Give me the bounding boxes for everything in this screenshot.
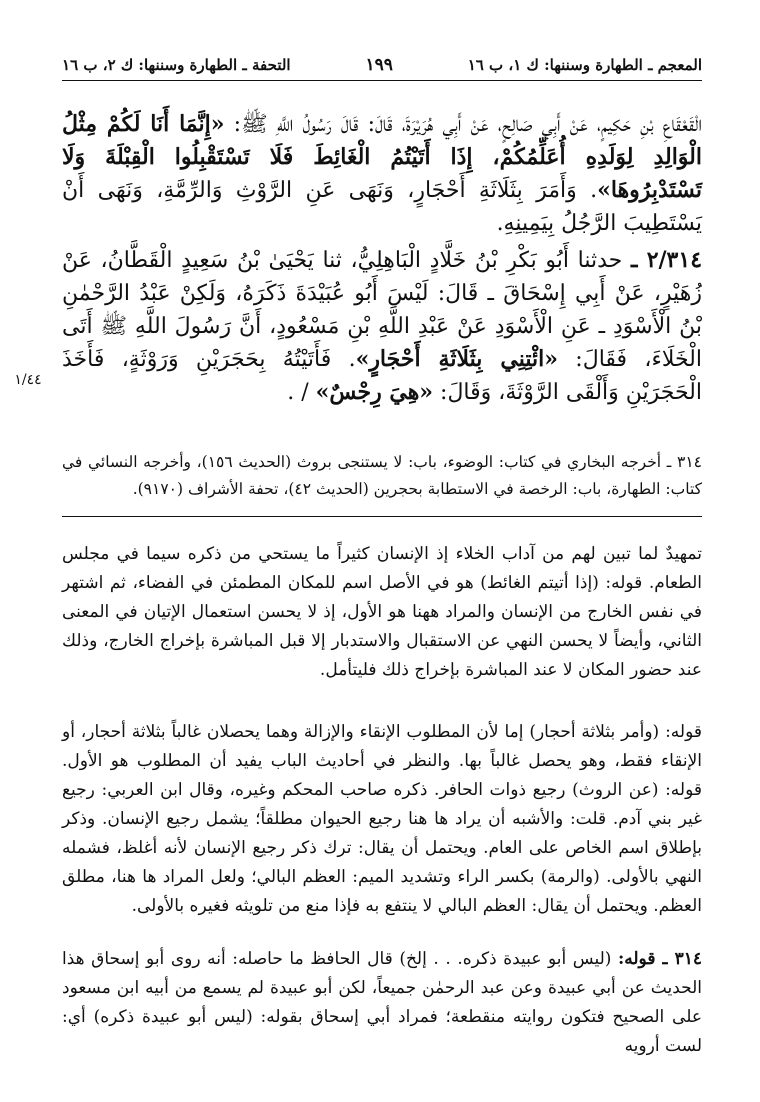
margin-reference: ١/٤٤ — [14, 372, 42, 388]
hadith1-prophetic-text: «إِنَّمَا أَنَا لَكُمْ مِثْلُ الْوَالِدِ لِوَلَدِهِ أُعَلِّمُكُمْ، إِذَا أَتَيْتُمُ الْغَائِطَ فَلَا تَسْتَقْبِلُوا الْقِبْلَةَ وَلَا تَسْتَدْبِرُوهَا» — [62, 111, 702, 203]
commentary3-lead: ٣١٤ ـ قوله: — [617, 949, 702, 969]
running-header — [62, 52, 702, 78]
header-rule — [62, 80, 702, 81]
hadith1-chain: الْقَعْقَاعِ بْنِ حَكِيمٍ، عَنْ أَبِي صَالِحٍ، عَنْ أَبِي هُرَيْرَةَ، قَالَ: قَالَ رَسُولُ اللَّهِ ﷺ: — [224, 112, 703, 137]
commentary3-text: (ليس أبو عبيدة ذكره. . . إلخ) قال الحافظ ما حاصله: أنه روى أبو إسحاق هذا الحديث عن أبي عبيدة وعن عبد الرحمٰن جميعاً، لكن أبو عبيدة لم يسمع من أبيه ابن مسعود على الصحيح فتكون روايته منقطعة؛ فمراد أبي إسحاق بقوله: (ليس أبو عبيدة ذكره) أي: لست أرويه — [62, 949, 702, 1056]
commentary-separator — [62, 516, 702, 517]
header-left-reference: التحفة ـ الطهارة وسننها: ك ٢، ب ١٦ — [62, 56, 291, 74]
hadith2-chain: حدثنا أَبُو بَكْرِ بْنُ خَلَّادٍ الْبَاهِلِيُّ، ثنا يَحْيَىٰ بْنُ سَعِيدٍ الْقَطَّانُ، عَنْ زُهَيْرٍ، عَنْ أَبِي إِسْحَاقَ ـ قَالَ: لَيْسَ أَبُو عُبَيْدَةَ ذَكَرَهُ، وَلَكِنْ عَبْدُ الرَّحْمٰنِ بْنُ الْأَسْوَدِ ـ عَنِ الْأَسْوَدِ عَنْ عَبْدِ اللَّهِ بْنِ مَسْعُودٍ، أَنَّ رَسُولَ اللَّهِ ﷺ أَتَى الْخَلَاءَ، فَقَالَ: — [62, 248, 702, 372]
hadith2-quote-2: «هِيَ رِجْسٌ» — [315, 379, 434, 405]
takhrij-footnote: ٣١٤ ـ أخرجه البخاري في كتاب: الوضوء، باب: لا يستنجى بروث (الحديث ١٥٦)، وأخرجه النسائي في كتاب: الطهارة، باب: الرخصة في الاستطابة بحجرين (الحديث ٤٢)، تحفة الأشراف (٩١٧٠). — [62, 453, 702, 498]
commentary-paragraph-2: قوله: (وأمر بثلاثة أحجار) إما لأن المطلوب الإنقاء والإزالة وهما يحصلان غالباً بثلاثة أحجار، أو الإنقاء فقط، وهو يحصل غالباً بها. والنظر في أحاديث الباب يفيد أن المطلوب هو الأول. قوله: (عن الروث) رجيع ذوات الحافر. ذكره صاحب المحكم وغيره، وقال ابن العربي: رجيع غير بني آدم. قلت: والأشبه أن يراد ها هنا رجيع الحيوان مطلقاً؛ يشمل رجيع الإنسان. وذكر بإطلاق اسم الخاص على العام. ويحتمل أن يقال: ترك ذكر رجيع الإنسان لأنه أغلظ، فشمله النهي بالأولى. (والرمة) بكسر الراء وتشديد الميم: العظم البالي؛ ولعل المراد ها هنا، مطلق العظم. ويحتمل أن يقال: العظم البالي لا ينتفع به فإذا منع من تلويثه فغيره بالأولى. — [62, 722, 702, 916]
hadith2-quote-1: «ائْتِنِي بِثَلَاثَةِ أَحْجَارٍ» — [355, 346, 558, 372]
page-number: ١٩٩ — [365, 55, 393, 75]
commentary-paragraph-1: تمهيدٌ لما تبين لهم من آداب الخلاء إذ الإنسان كثيراً ما يستحي من ذكره سيما في مجلس الطعام. قوله: (إذا أتيتم الغائط) هو في الأصل اسم للمكان المطمئن في الفضاء، ثم اشتهر في نفس الخارج من الإنسان والمراد ههنا هو الأول، إذ لا يحسن استعمال الإتيان في المعنى الثاني، وأيضاً لا يحسن النهي عن الاستقبال والاستدبار إلا قبل المباشرة بإخراج الخارج، وذلك عند حضور المكان لا عند المباشرة بإخراج ذلك فليتأمل. — [62, 544, 702, 680]
hadith2-number: ٢/٣١٤ ـ — [630, 247, 703, 273]
hadith-313-continuation — [62, 108, 702, 240]
commentary-paragraph-3 — [62, 945, 702, 1061]
hadith2-middle: . فَأَتَيْتُهُ بِحَجَرَيْنِ وَرَوْثَةٍ، فَأَخَذَ الْحَجَرَيْنِ وَأَلْقَى الرَّوْثَةَ، وَقَالَ: — [62, 347, 702, 405]
hadith1-ending: . وَأَمَرَ بِثَلَاثَةِ أَحْجَارٍ، وَنَهَى عَنِ الرَّوْثِ وَالرِّمَّةِ، وَنَهَى أَنْ يَسْتَطِيبَ الرَّجُلُ بِيَمِينِهِ. — [62, 178, 702, 236]
hadith2-ending: / . — [287, 380, 316, 405]
hadith-314 — [62, 244, 702, 409]
header-right-reference: المعجم ـ الطهارة وسننها: ك ١، ب ١٦ — [467, 56, 702, 74]
